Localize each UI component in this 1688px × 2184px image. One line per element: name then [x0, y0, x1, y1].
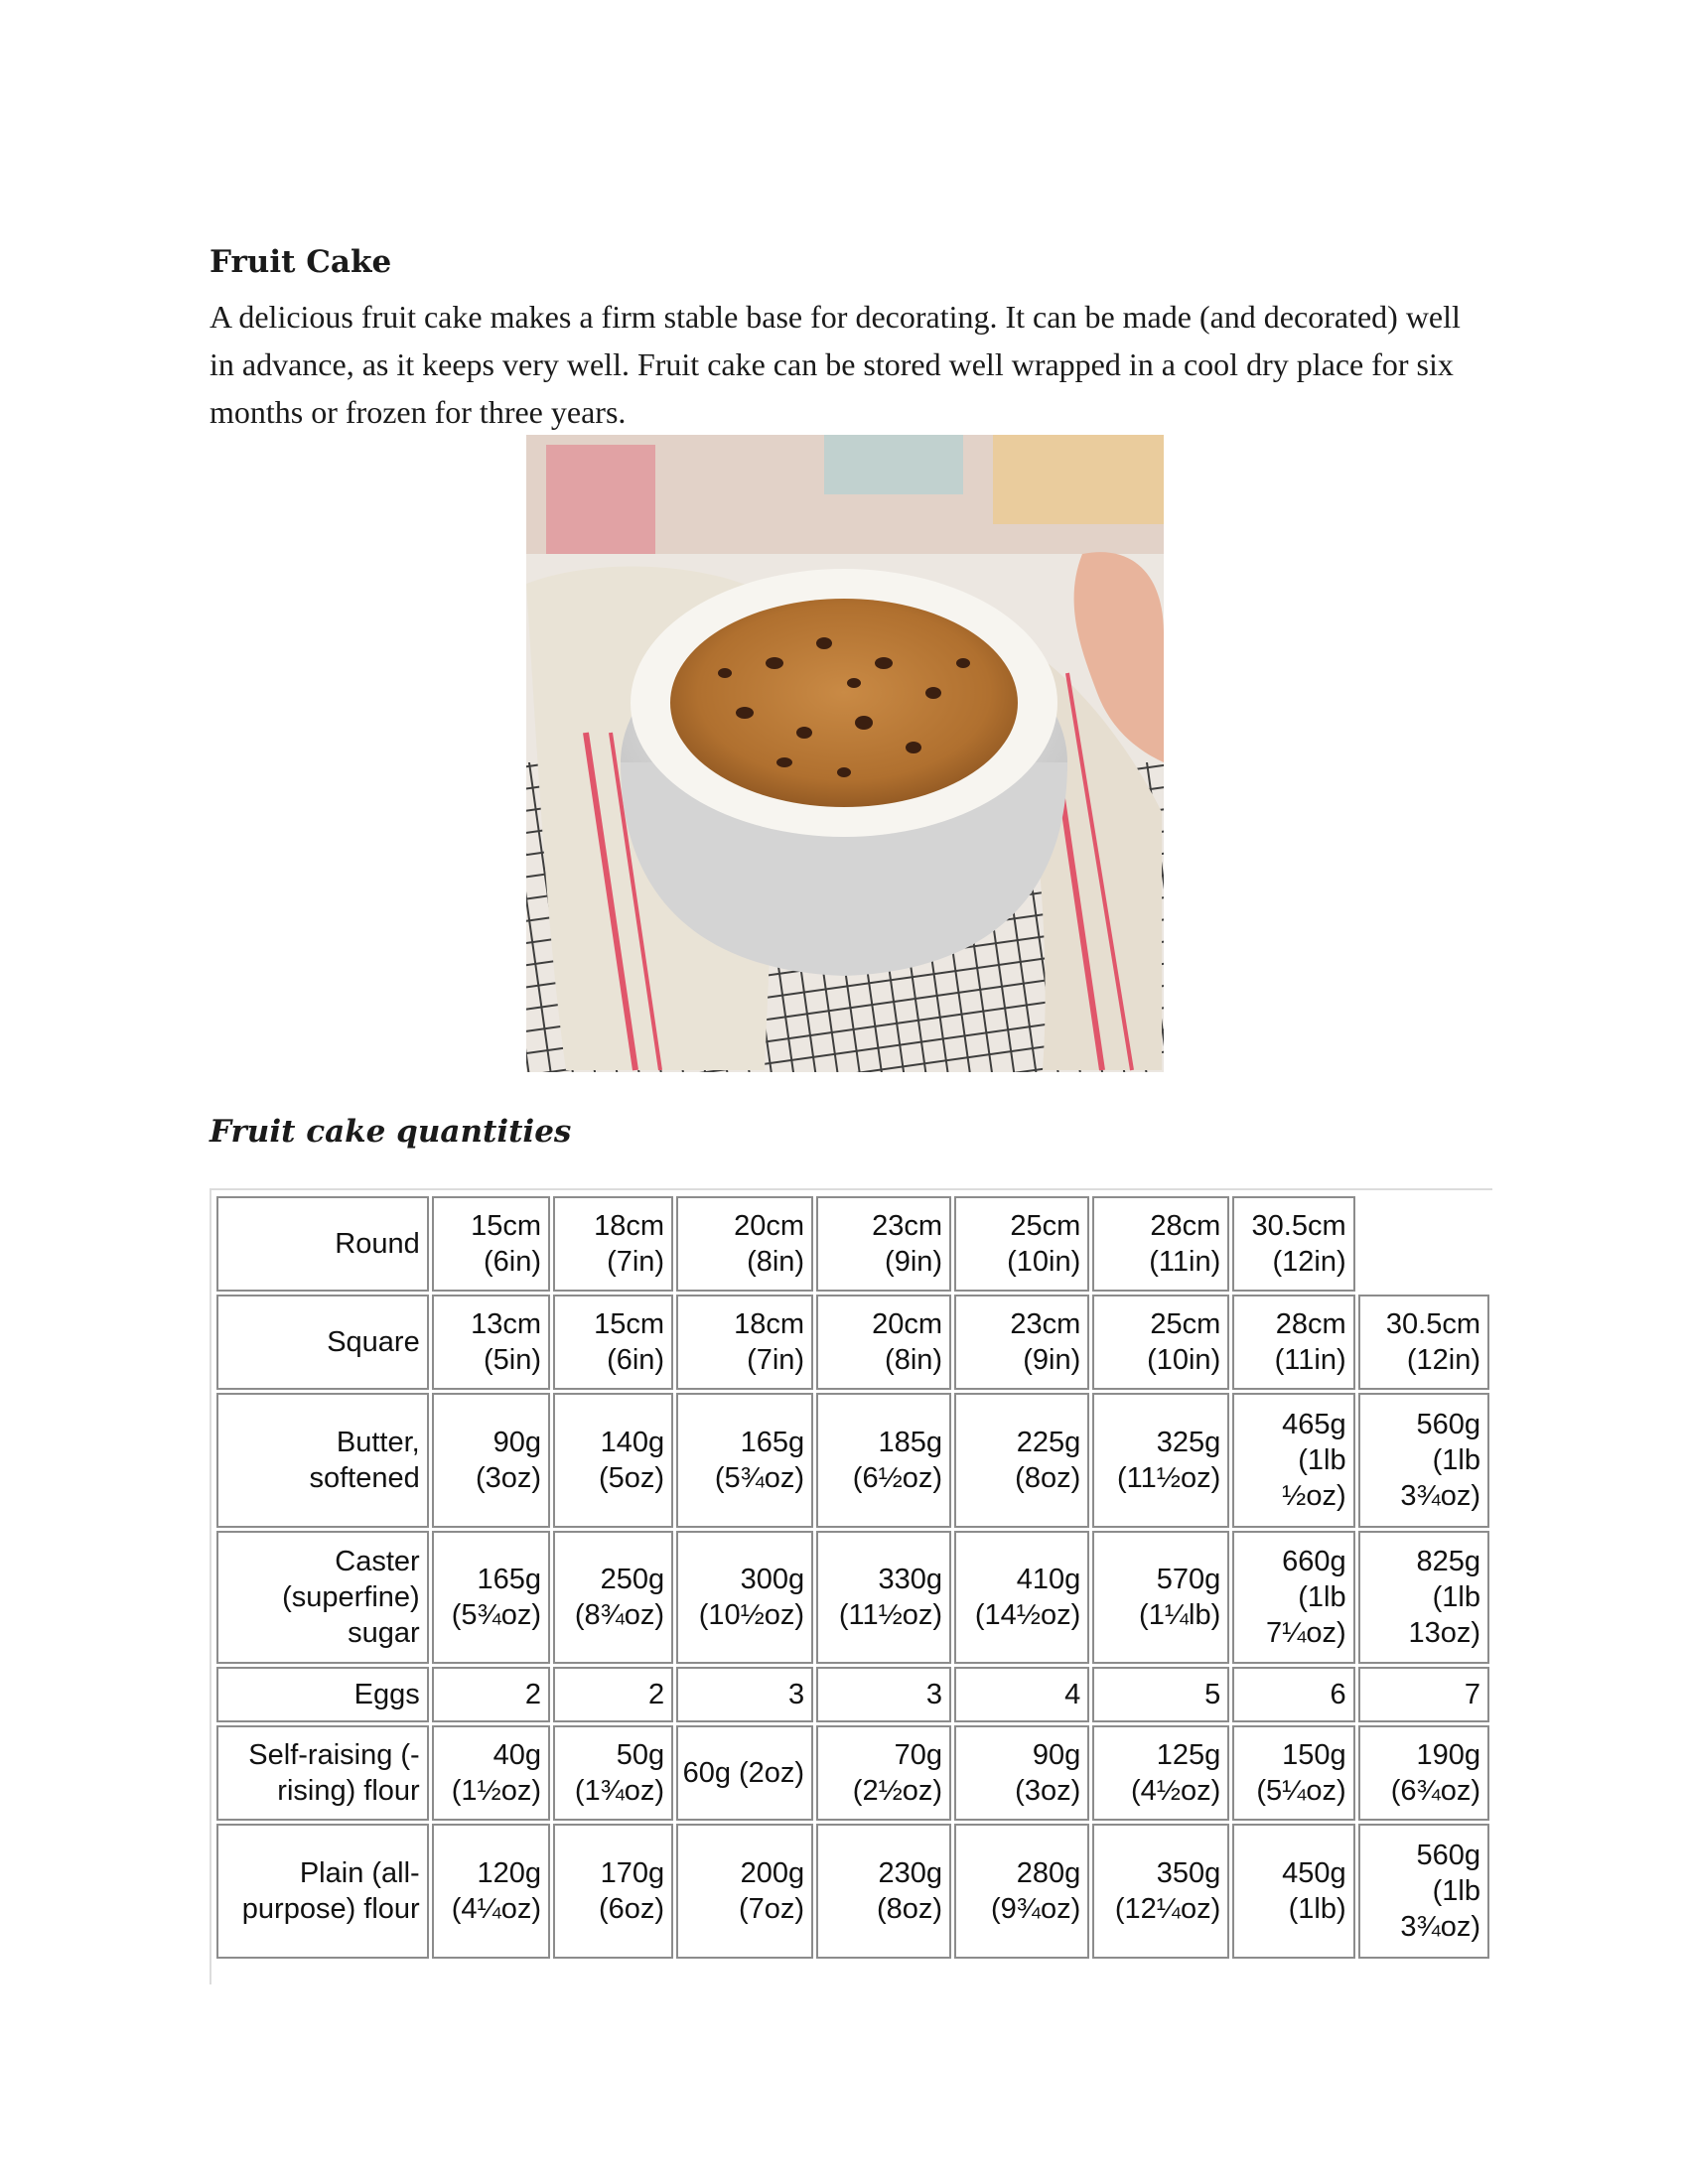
- table-cell: 23cm (9in): [954, 1295, 1089, 1390]
- table-cell: 13cm (5in): [432, 1295, 550, 1390]
- table-cell: 90g (3oz): [432, 1393, 550, 1528]
- table-cell: 28cm (11in): [1232, 1295, 1354, 1390]
- table-cell: 6: [1232, 1667, 1354, 1722]
- table-cell: 325g (11½oz): [1092, 1393, 1229, 1528]
- table-cell: 300g (10½oz): [676, 1531, 813, 1664]
- table-cell: 150g (5¼oz): [1232, 1725, 1354, 1821]
- table-cell: 465g (1lb ½oz): [1232, 1393, 1354, 1528]
- quantities-heading: Fruit cake quantities: [210, 1114, 572, 1150]
- table-cell: 200g (7oz): [676, 1824, 813, 1959]
- row-label: Eggs: [216, 1667, 429, 1722]
- table-row-self-raising-flour: [216, 1725, 1489, 1821]
- row-label: Plain (all-purpose) flour: [216, 1824, 429, 1959]
- row-label: Square: [216, 1295, 429, 1390]
- table-cell: 185g (6½oz): [816, 1393, 951, 1528]
- table-row-round: [216, 1196, 1489, 1292]
- table-row-plain-flour: [216, 1824, 1489, 1959]
- table-cell: 2: [432, 1667, 550, 1722]
- table-cell: 165g (5¾oz): [432, 1531, 550, 1664]
- table-cell: 30.5cm (12in): [1358, 1295, 1489, 1390]
- table-cell: 50g (1¾oz): [553, 1725, 673, 1821]
- quantities-table-container: [210, 1188, 1492, 1984]
- table-cell: 250g (8¾oz): [553, 1531, 673, 1664]
- table-cell: 170g (6oz): [553, 1824, 673, 1959]
- table-cell: 825g (1lb 13oz): [1358, 1531, 1489, 1664]
- fruit-cake-in-tin-photo-icon: [526, 435, 1164, 1072]
- table-cell: 330g (11½oz): [816, 1531, 951, 1664]
- table-cell: 15cm (6in): [432, 1196, 550, 1292]
- table-row-butter: [216, 1393, 1489, 1528]
- table-cell: 230g (8oz): [816, 1824, 951, 1959]
- table-cell: 25cm (10in): [1092, 1295, 1229, 1390]
- intro-paragraph: A delicious fruit cake makes a firm stable base for decorating. It can be made (and decorated) well in advance, as it keeps very well. Fruit cake can be stored well wrapped in a cool dry place for six months or frozen for three years.: [210, 299, 1461, 430]
- table-cell: 660g (1lb 7¼oz): [1232, 1531, 1354, 1664]
- table-cell: 4: [954, 1667, 1089, 1722]
- fruit-cake-photo: [526, 435, 1164, 1072]
- table-cell: 3: [816, 1667, 951, 1722]
- table-cell: 350g (12¼oz): [1092, 1824, 1229, 1959]
- table-cell: 15cm (6in): [553, 1295, 673, 1390]
- table-cell-empty: [1358, 1196, 1489, 1292]
- table-row-square: [216, 1295, 1489, 1390]
- table-cell: 140g (5oz): [553, 1393, 673, 1528]
- table-cell: 30.5cm (12in): [1232, 1196, 1354, 1292]
- row-label: Self-raising (-rising) flour: [216, 1725, 429, 1821]
- table-cell: 2: [553, 1667, 673, 1722]
- row-label: Caster (superfine) sugar: [216, 1531, 429, 1664]
- table-cell: 560g (1lb 3¾oz): [1358, 1824, 1489, 1959]
- table-cell: 18cm (7in): [676, 1295, 813, 1390]
- row-label: Round: [216, 1196, 429, 1292]
- table-cell: 25cm (10in): [954, 1196, 1089, 1292]
- table-cell: 120g (4¼oz): [432, 1824, 550, 1959]
- table-cell: 5: [1092, 1667, 1229, 1722]
- table-cell: 280g (9¾oz): [954, 1824, 1089, 1959]
- table-cell: 570g (1¼lb): [1092, 1531, 1229, 1664]
- table-cell: 125g (4½oz): [1092, 1725, 1229, 1821]
- table-cell: 560g (1lb 3¾oz): [1358, 1393, 1489, 1528]
- table-cell: 18cm (7in): [553, 1196, 673, 1292]
- table-cell: 450g (1lb): [1232, 1824, 1354, 1959]
- table-cell: 23cm (9in): [816, 1196, 951, 1292]
- table-cell: 70g (2½oz): [816, 1725, 951, 1821]
- table-cell: 40g (1½oz): [432, 1725, 550, 1821]
- table-cell: 90g (3oz): [954, 1725, 1089, 1821]
- table-row-eggs: [216, 1667, 1489, 1722]
- table-cell: 3: [676, 1667, 813, 1722]
- table-cell: 20cm (8in): [816, 1295, 951, 1390]
- page-title: Fruit Cake: [210, 244, 392, 280]
- table-cell: 190g (6¾oz): [1358, 1725, 1489, 1821]
- table-cell: 60g (2oz): [676, 1725, 813, 1821]
- table-cell: 225g (8oz): [954, 1393, 1089, 1528]
- table-cell: 165g (5¾oz): [676, 1393, 813, 1528]
- table-cell: 7: [1358, 1667, 1489, 1722]
- quantities-table: [213, 1193, 1492, 1962]
- table-row-caster-sugar: [216, 1531, 1489, 1664]
- table-cell: 410g (14½oz): [954, 1531, 1089, 1664]
- row-label: Butter, softened: [216, 1393, 429, 1528]
- table-cell: 20cm (8in): [676, 1196, 813, 1292]
- table-cell: 28cm (11in): [1092, 1196, 1229, 1292]
